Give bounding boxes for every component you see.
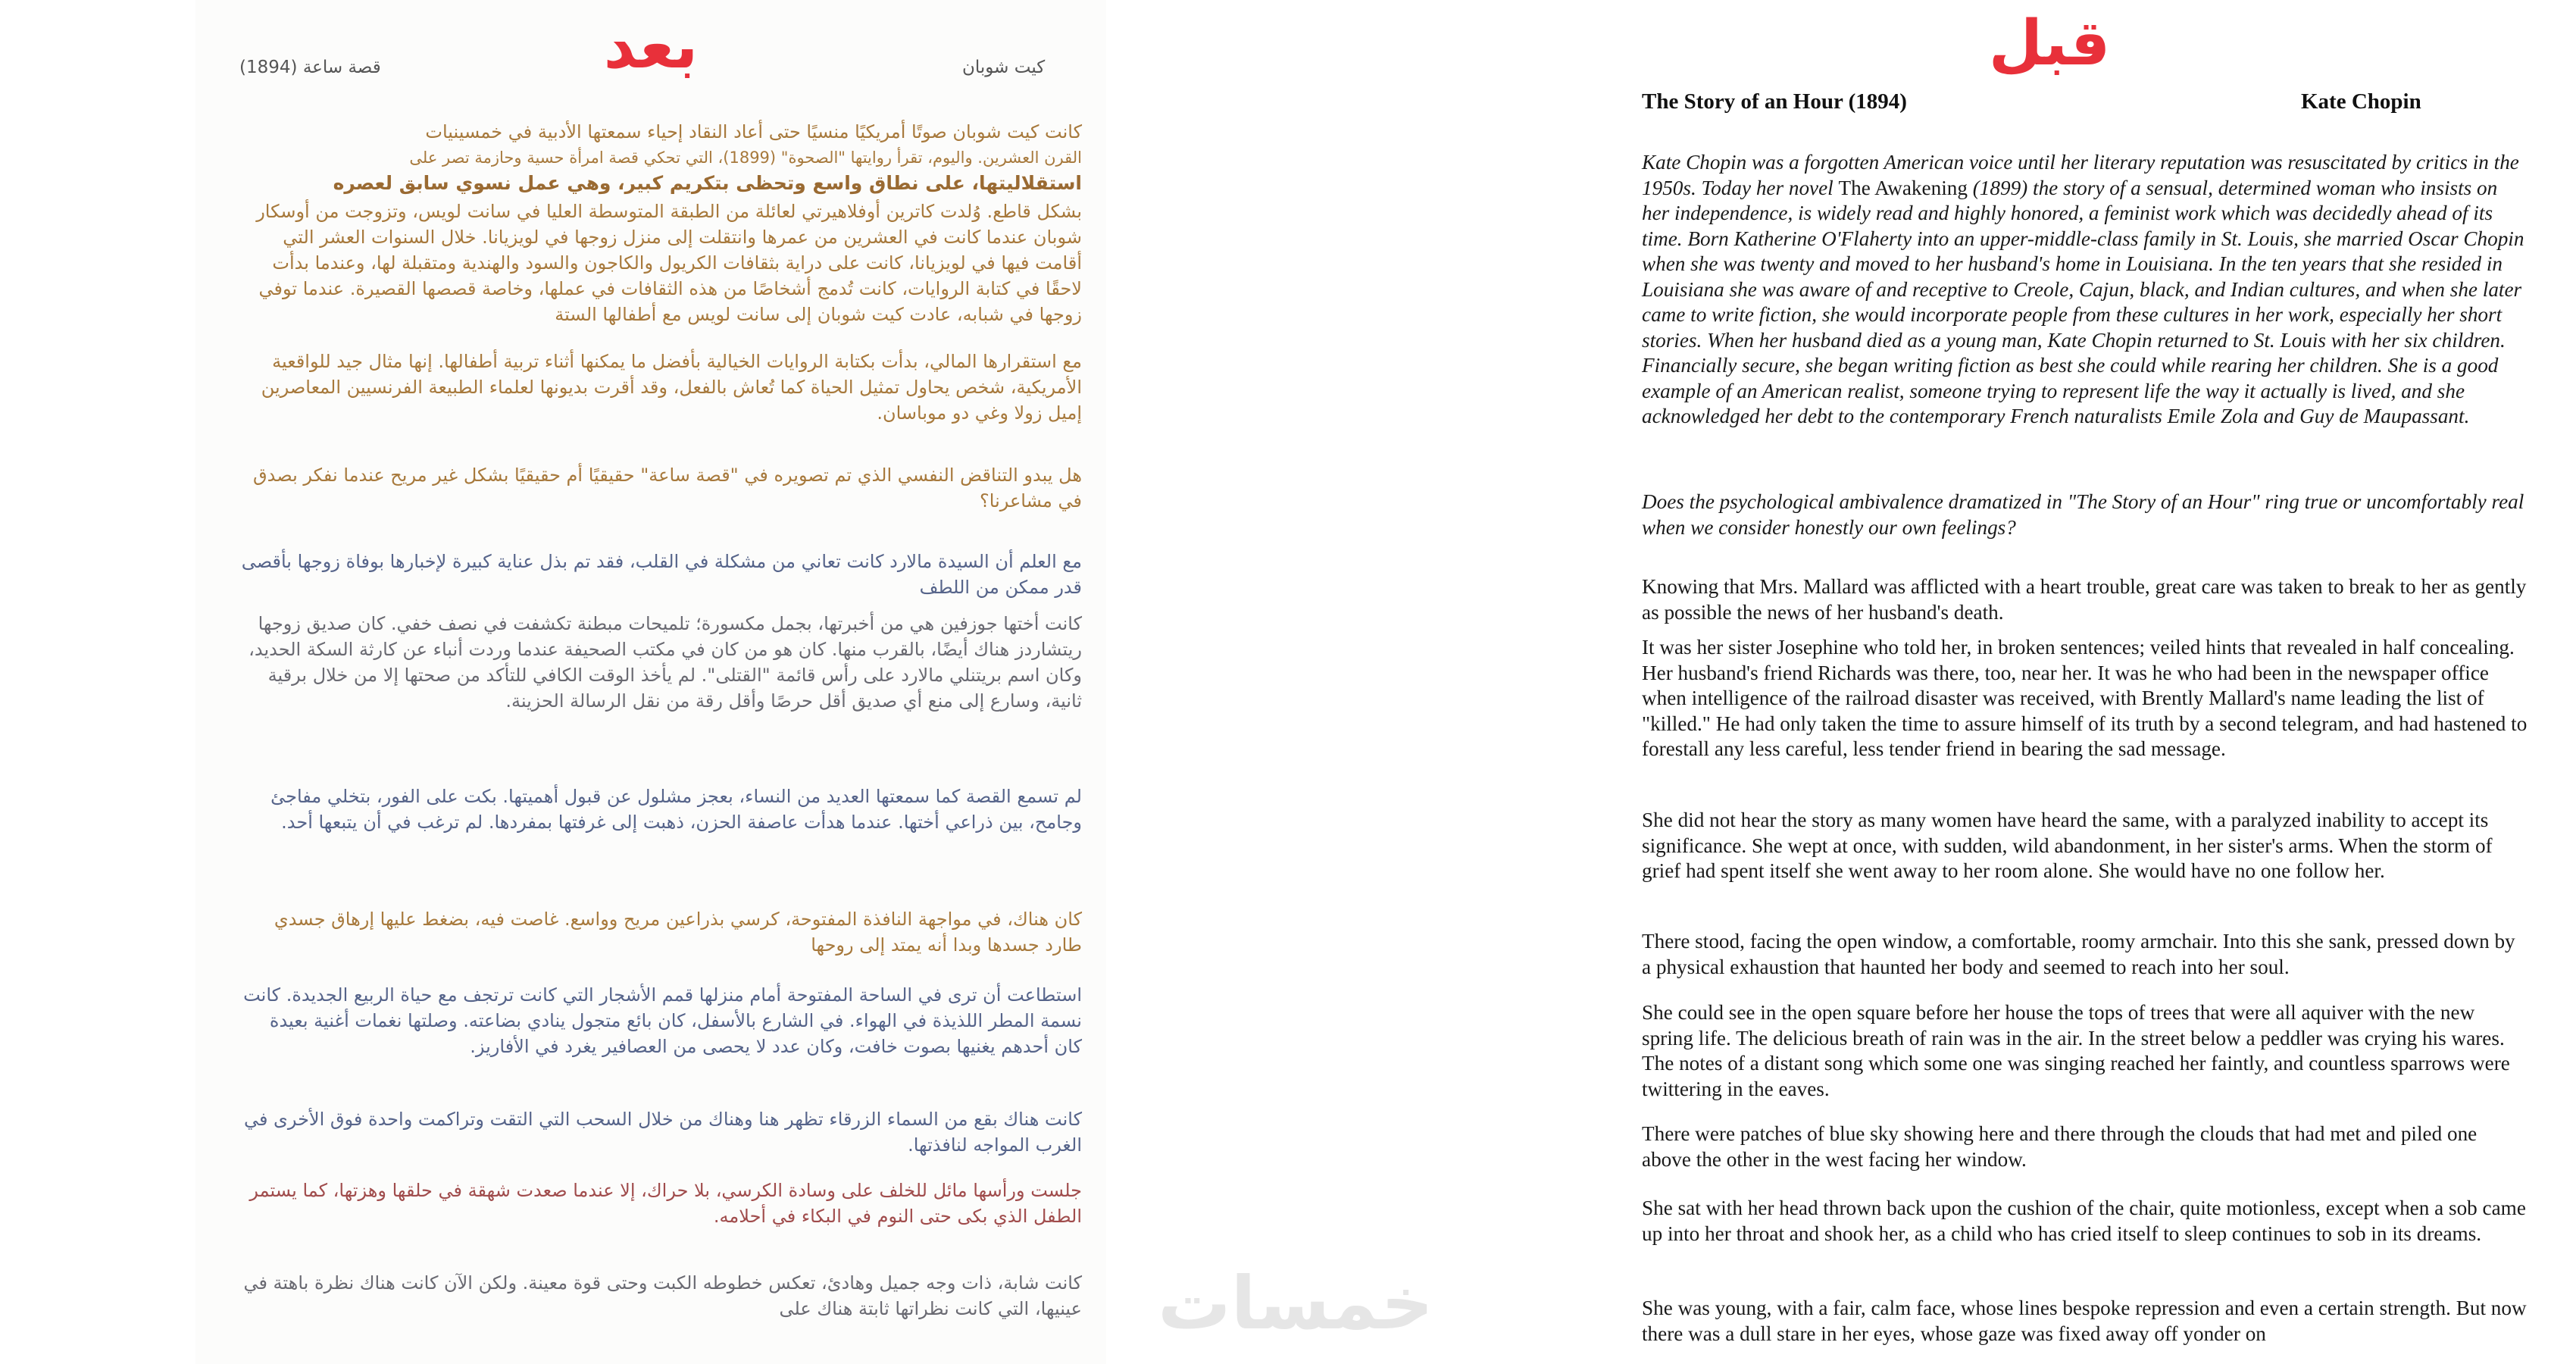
arabic-intro-line-3: استقلاليتها، على نطاق واسع وتحظى بتكريم كبير، وهي عمل نسوي سابق لعصره bbox=[333, 172, 1082, 194]
arabic-question: هل يبدو التناقض النفسي الذي تم تصويره في "قصة ساعة" حقيقيًا أم حقيقيًا بشكل غير مريح عندما نفكر بصدق في مشاعرنا؟ bbox=[253, 465, 1082, 512]
arabic-author-name: كيت شوبان bbox=[962, 58, 1046, 77]
english-author-name: Kate Chopin bbox=[2301, 89, 2421, 114]
english-paragraph-7: She sat with her head thrown back upon the cushion of the chair, quite motionless, except when a sob came up into her throat and shook her, as a child who has cried itself to sleep continues to sob in its dreams. bbox=[1642, 1197, 2526, 1245]
english-paragraph-1: Knowing that Mrs. Mallard was afflicted with a heart trouble, great care was taken to break to her as gently as possible the news of her husband's death. bbox=[1642, 575, 2527, 624]
english-story-title: The Story of an Hour (1894) bbox=[1642, 89, 1907, 114]
intro-text-end: (1899) the story of a sensual, determined woman who insists on her independence, is widely read and highly honored, a feminist work which was decidedly ahead of its time. Born Katherine O'Flaherty into an upper-middle-class family in St. Louis, she married Oscar Chopin when she was twenty and moved to her husband's home in Louisiana. In the ten years that she resided in Louisiana she was aware of and receptive to Creole, Cajun, black, and Indian cultures, and when she later came to write fiction, she would incorporate people from these cultures in her work, especially her short stories. When her husband died as a young man, Kate Chopin returned to St. Louis with her six children. Financially secure, she began writing fiction as best she could while rearing her children. She is a good example of an American realist, someone trying to represent life the way it actually is lived, and she acknowledged her debt to the contemporary French naturalists Emile Zola and Guy de Maupassant. bbox=[1642, 176, 2524, 427]
english-paragraph-8: She was young, with a fair, calm face, whose lines bespoke repression and even a certain strength. But now there was a dull stare in her eyes, whose gaze was fixed away off yonder on bbox=[1642, 1297, 2527, 1345]
arabic-paragraph-6: كانت هناك بقع من السماء الزرقاء تظهر هنا وهناك من خلال السحب التي التقت وتراكمت واحدة فوق الأخرى في الغرب المواجه لنافذتها. bbox=[243, 1109, 1082, 1156]
arabic-paragraph-4: كان هناك، في مواجهة النافذة المفتوحة، كرسي بذراعين مريح وواسع. غاصت فيه، بضغط عليها إرهاق جسدي طارد جسدها وبدا أنه يمتد إلى روحها bbox=[274, 909, 1082, 956]
arabic-translation-page bbox=[195, 0, 1106, 1364]
english-paragraph-2: It was her sister Josephine who told her, in broken sentences; veiled hints that revealed in half concealing. Her husband's friend Richards was there, too, near her. It was he who had been in the newspaper office when intelligence of the railroad disaster was received, with Brently Mallard's name leading the list of "killed." He had only taken the time to assure himself of its truth by a second telegram, and had hastened to forestall any less careful, less tender friend in bearing the sad message. bbox=[1642, 636, 2528, 760]
arabic-intro-line-1: كانت كيت شوبان صوتًا أمريكيًا منسيًا حتى أعاد النقاد إحياء سمعتها الأدبية في خمسينيات bbox=[425, 121, 1082, 142]
arabic-intro-career: مع استقرارها المالي، بدأت بكتابة الروايات الخيالية بأفضل ما يمكنها أثناء تربية أطفالها. إنها مثال جيد للواقعية الأمريكية، شخص يحاول تمثيل الحياة كما تُعاش بالفعل، وقد أقرت بديونها لعلماء الطبيعة الفرنسيين المعاصرين إميل زولا وغي دو موباسان. bbox=[261, 351, 1082, 424]
english-paragraph-3: She did not hear the story as many women have heard the same, with a paralyzed inability to accept its significance. She wept at once, with sudden, wild abandonment, in her sister's arms. When the storm of grief had spent itself she went away to her room alone. She would have no one follow her. bbox=[1642, 809, 2493, 882]
arabic-paragraph-7: جلست ورأسها مائل للخلف على وسادة الكرسي، بلا حراك، إلا عندما صعدت شهقة في حلقها وهزتها، كما يستمر الطفل الذي بكى حتى النوم في البكاء في أحلامه. bbox=[249, 1180, 1082, 1227]
arabic-paragraph-8: كانت شابة، ذات وجه جميل وهادئ، تعكس خطوطه الكبت وحتى قوة معينة. ولكن الآن كانت هناك نظرة باهتة في عينيها، التي كانت نظراتها ثابتة هناك على bbox=[243, 1272, 1082, 1319]
novel-title: The Awakening bbox=[1838, 176, 1968, 199]
arabic-intro-bio: بشكل قاطع. وُلدت كاترين أوفلاهيرتي لعائلة من الطبقة المتوسطة العليا في سانت لويس، وتزوجت من أوسكار شوبان عندما كانت في العشرين من عمرها وانتقلت إلى منزل زوجها في لويزيانا. خلال السنوات العشر التي أقامت فيها في لويزيانا، كانت على دراية بثقافات الكريول والكاجون والسود والهندية ومتقبلة لها، وعندما بدأت لاحقًا في كتابة الروايات، كانت تُدمج أشخاصًا من هذه الثقافات في عملها، وخاصة قصصها القصيرة. عندما توفي زوجها في شبابه، عادت كيت شوبان إلى سانت لويس مع أطفالها الستة bbox=[256, 201, 1082, 325]
watermark-logo: خمسات bbox=[1158, 1261, 1433, 1346]
english-paragraph-4: There stood, facing the open window, a comfortable, roomy armchair. Into this she sank, pressed down by a physical exhaustion that haunted her body and seemed to reach into her soul. bbox=[1642, 930, 2515, 978]
arabic-paragraph-5: استطاعت أن ترى في الساحة المفتوحة أمام منزلها قمم الأشجار التي كانت ترتجف مع حياة الربيع الجديدة. كانت نسمة المطر اللذيذة في الهواء. في الشارع بالأسفل، كان بائع متجول ينادي بضاعته. وصلتها نغمات أغنية بعيدة كان أحدهم يغنيها بصوت خافت، وكان عدد لا يحصى من العصافير يغرد في الأفاريز. bbox=[243, 984, 1082, 1057]
intro-text-start: Kate Chopin was a forgotten American voice until her literary reputation was resuscitated by critics in the 1950s. Today her novel bbox=[1642, 151, 2519, 199]
arabic-paragraph-2: كانت أختها جوزفين هي من أخبرتها، بجمل مكسورة؛ تلميحات مبطنة تكشفت في نصف خفي. كان صديق زوجها ريتشاردز هناك أيضًا، بالقرب منها. كان هو من كان في مكتب الصحيفة عندما وردت أنباء عن كارثة السكة الحديد، وكان اسم بريتنلي مالارد على رأس قائمة "القتلى". لم يأخذ الوقت الكافي للتأكد من صحتها إلا من خلال برقية ثانية، وسارع إلى منع أي صديق أقل حرصًا وأقل رقة من نقل الرسالة الحزينة. bbox=[249, 613, 1082, 712]
english-original-page bbox=[1595, 0, 2546, 1364]
arabic-paragraph-3: لم تسمع القصة كما سمعتها العديد من النساء، بعجز مشلول عن قبول أهميتها. بكت على الفور، بتخلي مفاجئ وجامح، بين ذراعي أختها. عندما هدأت عاصفة الحزن، ذهبت إلى غرفتها بمفردها. لم ترغب في أن يتبعها أحد. bbox=[270, 786, 1082, 833]
english-question: Does the psychological ambivalence dramatized in "The Story of an Hour" ring true or uncomfortably real when we consider honestly our own feelings? bbox=[1642, 490, 2524, 539]
after-label: بعد bbox=[603, 11, 699, 83]
before-label: قبل bbox=[1988, 8, 2111, 80]
english-paragraph-5: She could see in the open square before her house the tops of trees that were all aquiver with the new spring life. The delicious breath of rain was in the air. In the street below a peddler was crying his wares. The notes of a distant song which some one was singing reached her faintly, and countless sparrows were twittering in the eaves. bbox=[1642, 1001, 2510, 1100]
english-intro bbox=[1642, 150, 2528, 430]
english-paragraph-6: There were patches of blue sky showing here and there through the clouds that had met and piled one above the other in the west facing her window. bbox=[1642, 1122, 2478, 1171]
arabic-story-title: قصة ساعة (1894) bbox=[239, 58, 381, 77]
arabic-paragraph-1: مع العلم أن السيدة مالارد كانت تعاني من مشكلة في القلب، فقد تم بذل عناية كبيرة لإخبارها بوفاة زوجها بأقصى قدر ممكن من اللطف bbox=[241, 551, 1082, 598]
arabic-intro-line-2: القرن العشرين. واليوم، تقرأ روايتها "الصحوة" (1899)، التي تحكي قصة امرأة حسية وحازمة تصر على bbox=[409, 149, 1082, 167]
